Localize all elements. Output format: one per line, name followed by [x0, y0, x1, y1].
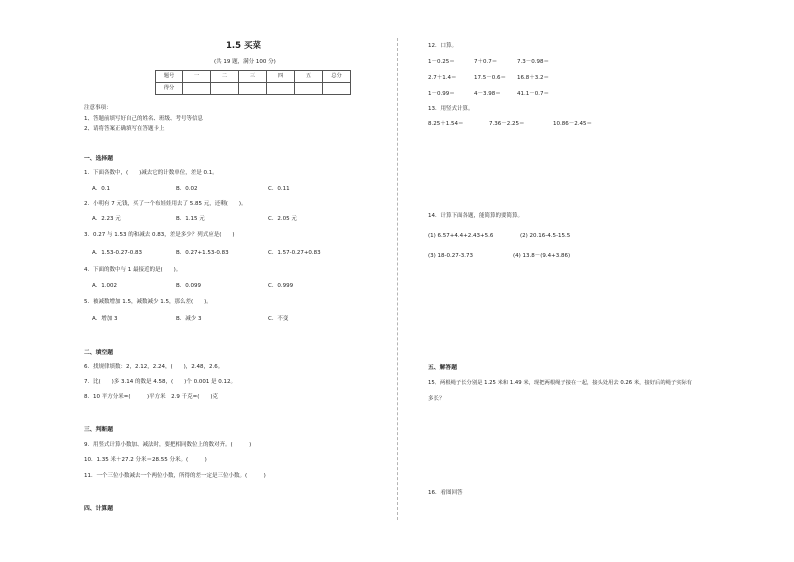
page-title: 1.5 买菜 — [226, 41, 262, 51]
mental-calc-item: 1－0.25＝ — [428, 59, 455, 65]
question-stem: 5．被减数增加 1.5，减数减少 1.5，那么差( )。 — [84, 299, 212, 305]
column-divider — [397, 38, 398, 520]
question-stem: 11．一个三位小数减去一个两位小数，所得的差一定是三位小数。( ) — [84, 473, 266, 479]
option-a: A．增加 3 — [92, 316, 118, 322]
score-table — [155, 70, 351, 95]
notes-item: 2、请将答案正确填写在答题卡上 — [84, 126, 165, 132]
score-table-empty-cell — [183, 83, 211, 95]
mental-calc-item: 4－3.98＝ — [474, 91, 501, 97]
option-a: A．2.23 元 — [92, 216, 121, 222]
score-table-empty-cell — [323, 83, 351, 95]
score-table-empty-cell — [295, 83, 323, 95]
mental-calc-item: 1－0.99＝ — [428, 91, 455, 97]
vertical-calc-item: 7.36－2.25＝ — [489, 121, 525, 127]
option-a: A．1.53-0.27-0.83 — [92, 250, 142, 256]
question-stem: 16．看图回答 — [428, 490, 463, 496]
score-table-empty-cell — [239, 83, 267, 95]
option-a: A．0.1 — [92, 186, 111, 192]
notes-item: 1、答题前填写好自己的姓名、班级、考号等信息 — [84, 116, 204, 122]
mental-calc-item: 2.7＋1.4＝ — [428, 75, 457, 81]
question-stem: 14．计算下面各题，能简算的要简算。 — [428, 213, 523, 219]
mental-calc-item: 17.5－0.6＝ — [474, 75, 506, 81]
section-heading-judge: 三、判断题 — [84, 427, 113, 433]
simplify-calc-item: (4) 13.8－(9.4+3.86) — [513, 253, 571, 259]
vertical-calc-item: 8.25＋1.54＝ — [428, 121, 464, 127]
question-stem: 3．0.27 与 1.53 的和减去 0.83，差是多少？列式应是( ) — [84, 232, 235, 238]
mental-calc-item: 41.1－0.7＝ — [517, 91, 549, 97]
question-stem: 8．10 平方分米=( )平方米 2.9 千克=( )克 — [84, 394, 219, 400]
question-stem: 2．小明有 7 元钱，买了一个布娃娃用去了 5.85 元，还剩( )。 — [84, 201, 247, 207]
question-stem: 4．下面的数中与 1 最接近的是( )。 — [84, 267, 182, 273]
question-stem: 15．两根绳子长分别是 1.25 米和 1.49 米，现把两根绳子接在一起，接头处用去 0.26 米，接好后的绳子实际有 — [428, 380, 693, 386]
score-table-empty-cell — [211, 83, 239, 95]
option-c: C．0.11 — [268, 186, 290, 192]
score-table-cell: 二 — [211, 71, 239, 83]
option-b: B．0.02 — [176, 186, 198, 192]
score-table-cell: 一 — [183, 71, 211, 83]
score-table-cell: 得分 — [156, 83, 183, 95]
section-heading-fill: 二、填空题 — [84, 350, 113, 356]
question-stem: 7．比( )多 3.14 的数是 4.58，( )个 0.001 是 0.12。 — [84, 379, 237, 385]
option-b: B．减少 3 — [176, 316, 202, 322]
score-table-cell: 三 — [239, 71, 267, 83]
question-stem: 9．用竖式计算小数加、减法时，要把相同数位上的数对齐。( ) — [84, 442, 252, 448]
simplify-calc-item: (3) 18-0.27-3.73 — [428, 253, 473, 259]
option-b: B．0.27+1.53-0.83 — [176, 250, 229, 256]
simplify-calc-item: (2) 20.16-4.5-15.5 — [520, 233, 571, 239]
score-table-cell: 五 — [295, 71, 323, 83]
option-c: C．不变 — [268, 316, 289, 322]
option-b: B．1.15 元 — [176, 216, 205, 222]
option-a: A．1.002 — [92, 283, 118, 289]
score-table-empty-cell — [267, 83, 295, 95]
simplify-calc-item: (1) 6.57+4.4+2.43+5.6 — [428, 233, 494, 239]
option-c: C．1.57-0.27+0.83 — [268, 250, 321, 256]
score-table-cell: 四 — [267, 71, 295, 83]
section-heading-choice: 一、选择题 — [84, 156, 113, 162]
question-stem-continuation: 多长？ — [428, 396, 445, 402]
score-table-cell: 总分 — [323, 71, 351, 83]
notes-title: 注意事项： — [84, 105, 112, 111]
score-table-cell: 题号 — [156, 71, 183, 83]
section-heading-calc: 四、计算题 — [84, 506, 113, 512]
question-stem: 6．找规律填数：2，2.12，2.24，( )，2.48，2.6。 — [84, 364, 224, 370]
question-stem: 10．1.35 米＋27.2 分米＝28.55 分米。( ) — [84, 457, 207, 463]
vertical-calc-item: 10.86－2.45＝ — [553, 121, 592, 127]
question-stem: 1．下面各数中，( )减去它的计数单位，差是 0.1。 — [84, 170, 218, 176]
score-table-header-row — [156, 71, 351, 83]
mental-calc-item: 7＋0.7＝ — [474, 59, 498, 65]
option-c: C．0.999 — [268, 283, 294, 289]
option-b: B．0.099 — [176, 283, 202, 289]
question-stem: 13．用竖式计算。 — [428, 106, 474, 112]
page-subtitle: (共 19 题，满分 100 分) — [214, 59, 276, 65]
mental-calc-item: 7.3－0.98＝ — [517, 59, 549, 65]
mental-calc-item: 16.8＋3.2＝ — [517, 75, 549, 81]
score-table-score-row — [156, 83, 351, 95]
option-c: C．2.05 元 — [268, 216, 297, 222]
section-heading-solve: 五、解答题 — [428, 365, 457, 371]
question-stem: 12．口算。 — [428, 43, 457, 49]
